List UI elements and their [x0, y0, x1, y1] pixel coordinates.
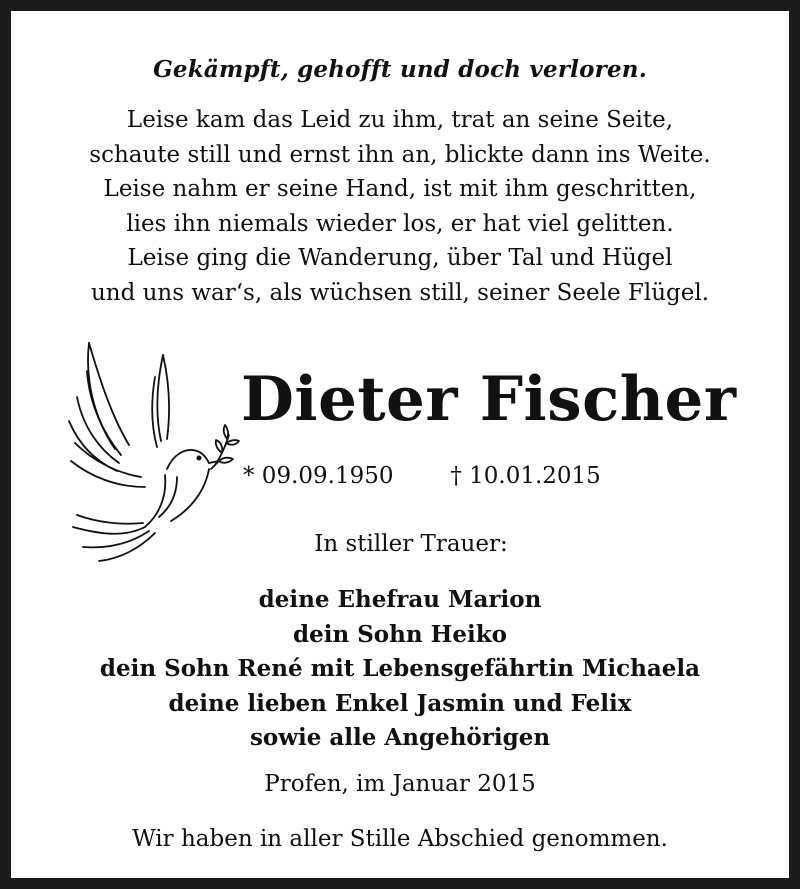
poem-line: Leise kam das Leid zu ihm, trat an seine Seite,	[126, 107, 674, 133]
poem-line: Leise ging die Wanderung, über Tal und Hügel	[127, 245, 673, 272]
poem-line: schaute still und ernst ihn an, blickte dann ins Weite.	[89, 141, 711, 168]
mourner: dein Sohn Heiko	[293, 620, 507, 648]
dove-with-olive-branch-icon	[59, 337, 241, 563]
motto: Gekämpft, gehofft und doch verloren.	[153, 56, 647, 83]
mourner: sowie alle Angehörigen	[249, 724, 551, 752]
closing-line: Wir haben in aller Stille Abschied genommen.	[132, 826, 668, 852]
poem-line: und uns war‘s, als wüchsen still, seiner Seele Flügel.	[90, 279, 710, 306]
deceased-name: Dieter Fischer	[241, 364, 737, 435]
poem	[11, 103, 789, 311]
mourner: deine Ehefrau Marion	[258, 586, 542, 613]
mourners-list	[11, 583, 789, 756]
death-date: † 10.01.2015	[450, 463, 601, 489]
poem-line: Leise nahm er seine Hand, ist mit ihm geschritten,	[103, 176, 697, 203]
mourner: deine lieben Enkel Jasmin und Felix	[168, 689, 632, 717]
mourner: dein Sohn René mit Lebensgefährtin Michaela	[99, 655, 701, 683]
mourning-line: In stiller Trauer:	[314, 531, 508, 557]
life-dates	[243, 463, 601, 489]
birth-date: * 09.09.1950	[243, 463, 394, 489]
poem-line: lies ihn niemals wieder los, er hat viel gelitten.	[126, 210, 674, 237]
place-date: Profen, im Januar 2015	[264, 771, 536, 797]
